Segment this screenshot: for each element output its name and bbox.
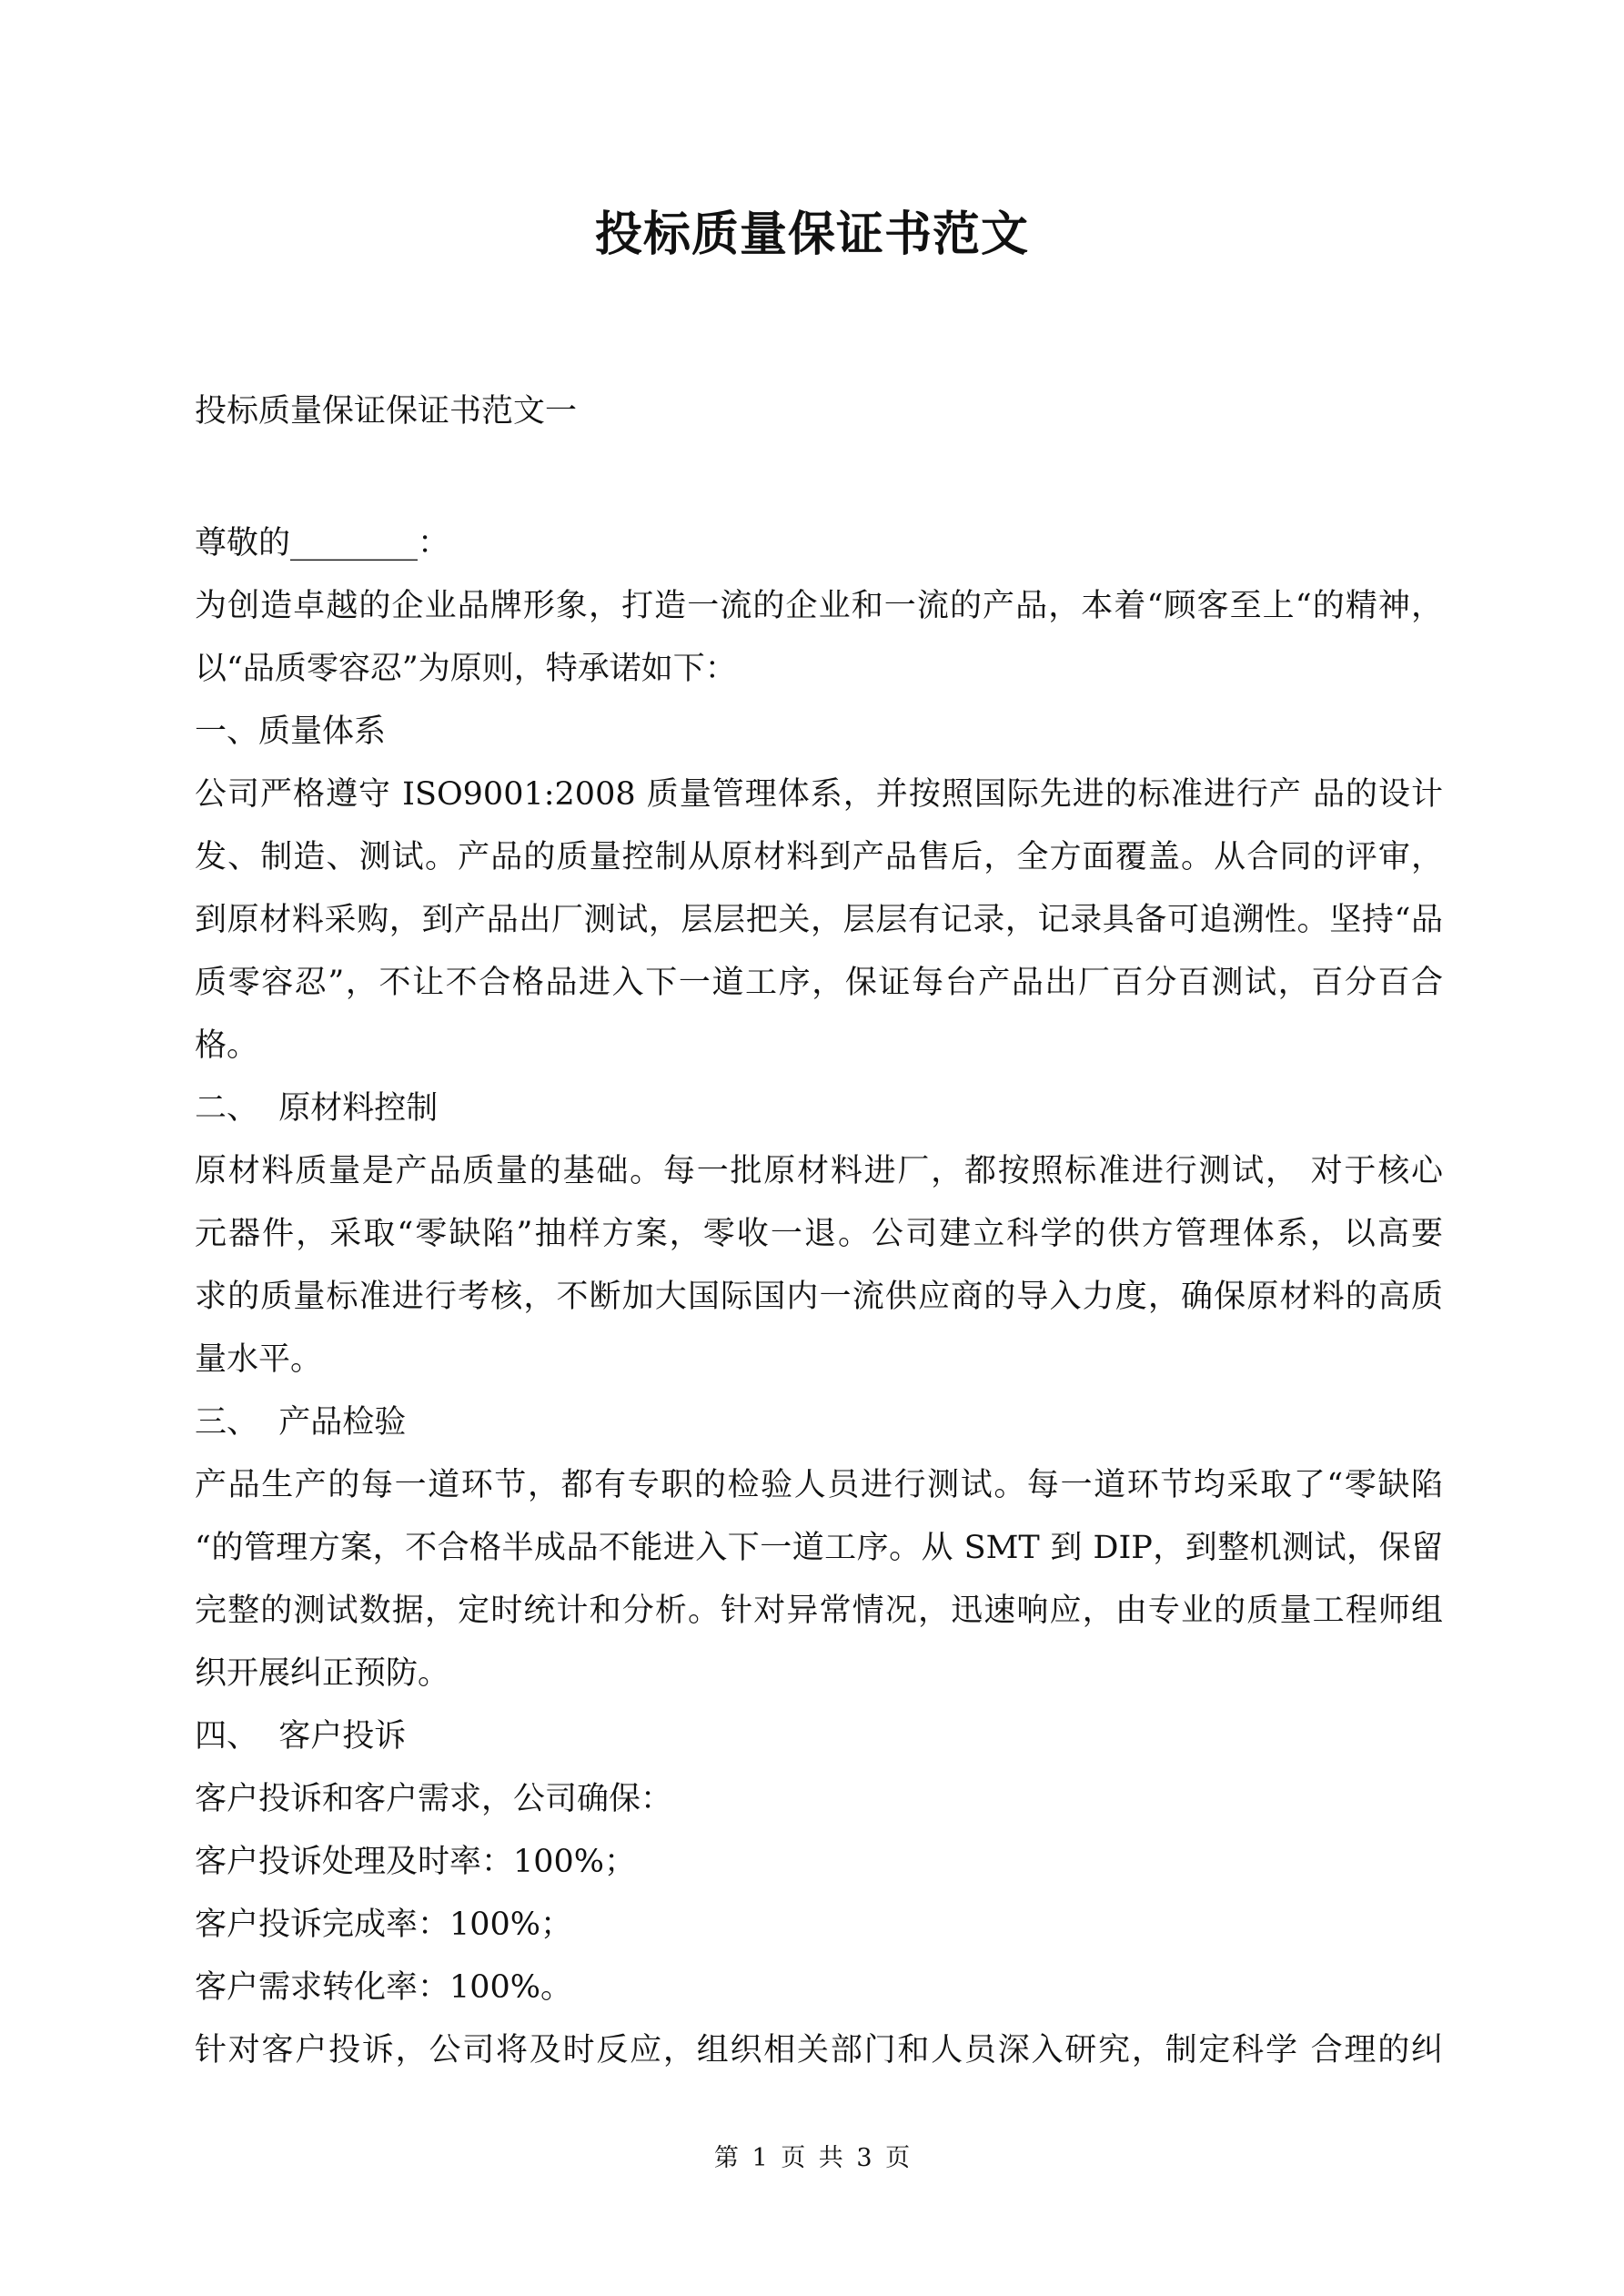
- body-line: 产品生产的每一道环节，都有专职的检验人员进行测试。每一道环节均采取了“零缺陷: [195, 1467, 1443, 1503]
- body-line: 量水平。: [195, 1341, 323, 1378]
- document-title: 投标质量保证书范文: [594, 207, 1029, 262]
- page-footer: 第 1 页 共 3 页: [713, 2144, 911, 2172]
- body-line: 原材料质量是产品质量的基础。每一批原材料进厂，都按照标准进行测试， 对于核心: [195, 1153, 1443, 1189]
- section-heading: 三、 产品检验: [195, 1404, 407, 1441]
- section-heading: 四、 客户投诉: [195, 1718, 407, 1755]
- body-line: 公司严格遵守 ISO9001:2008 质量管理体系，并按照国际先进的标准进行产 品的设计: [195, 776, 1443, 813]
- spacer: [195, 443, 1443, 512]
- salutation: 尊敬的________：: [195, 525, 450, 561]
- body-line: 发、制造、测试。产品的质量控制从原材料到产品售后，全方面覆盖。从合同的评审，: [195, 839, 1443, 875]
- document-subtitle: 投标质量保证保证书范文一: [195, 393, 578, 430]
- body-line: 针对客户投诉，公司将及时反应，组织相关部门和人员深入研究，制定科学 合理的纠: [195, 2032, 1443, 2068]
- body-line: 格。: [195, 1027, 259, 1064]
- body-line: 到原材料采购，到产品出厂测试，层层把关，层层有记录，记录具备可追溯性。坚持“品: [195, 902, 1443, 938]
- body-line: 质零容忍”，不让不合格品进入下一道工序，保证每台产品出厂百分百测试，百分百合: [195, 965, 1443, 1001]
- body-line: 织开展纠正预防。: [195, 1655, 450, 1692]
- body-line: 求的质量标准进行考核，不断加大国际国内一流供应商的导入力度，确保原材料的高质: [195, 1279, 1443, 1315]
- body-line: 客户投诉处理及时率：100%；: [195, 1844, 637, 1880]
- section-heading: 一、质量体系: [195, 713, 387, 750]
- body-line: 完整的测试数据，定时统计和分析。针对异常情况，迅速响应，由专业的质量工程师组: [195, 1593, 1443, 1629]
- body-line: 客户投诉和客户需求，公司确保：: [195, 1781, 673, 1817]
- body-line: 客户投诉完成率：100%；: [195, 1907, 573, 1943]
- document-body: [195, 380, 1443, 2082]
- body-line: 元器件，采取“零缺陷”抽样方案，零收一退。公司建立科学的供方管理体系，以高要: [195, 1216, 1443, 1252]
- body-line: 以“品质零容忍”为原则，特承诺如下：: [195, 651, 737, 687]
- body-line: 客户需求转化率：100%。: [195, 1969, 573, 2006]
- body-line: “的管理方案，不合格半成品不能进入下一道工序。从 SMT 到 DIP，到整机测试，保留: [195, 1530, 1443, 1566]
- section-heading: 二、 原材料控制: [195, 1090, 439, 1127]
- body-line: 为创造卓越的企业品牌形象，打造一流的企业和一流的产品，本着“顾客至上“的精神，: [195, 588, 1443, 624]
